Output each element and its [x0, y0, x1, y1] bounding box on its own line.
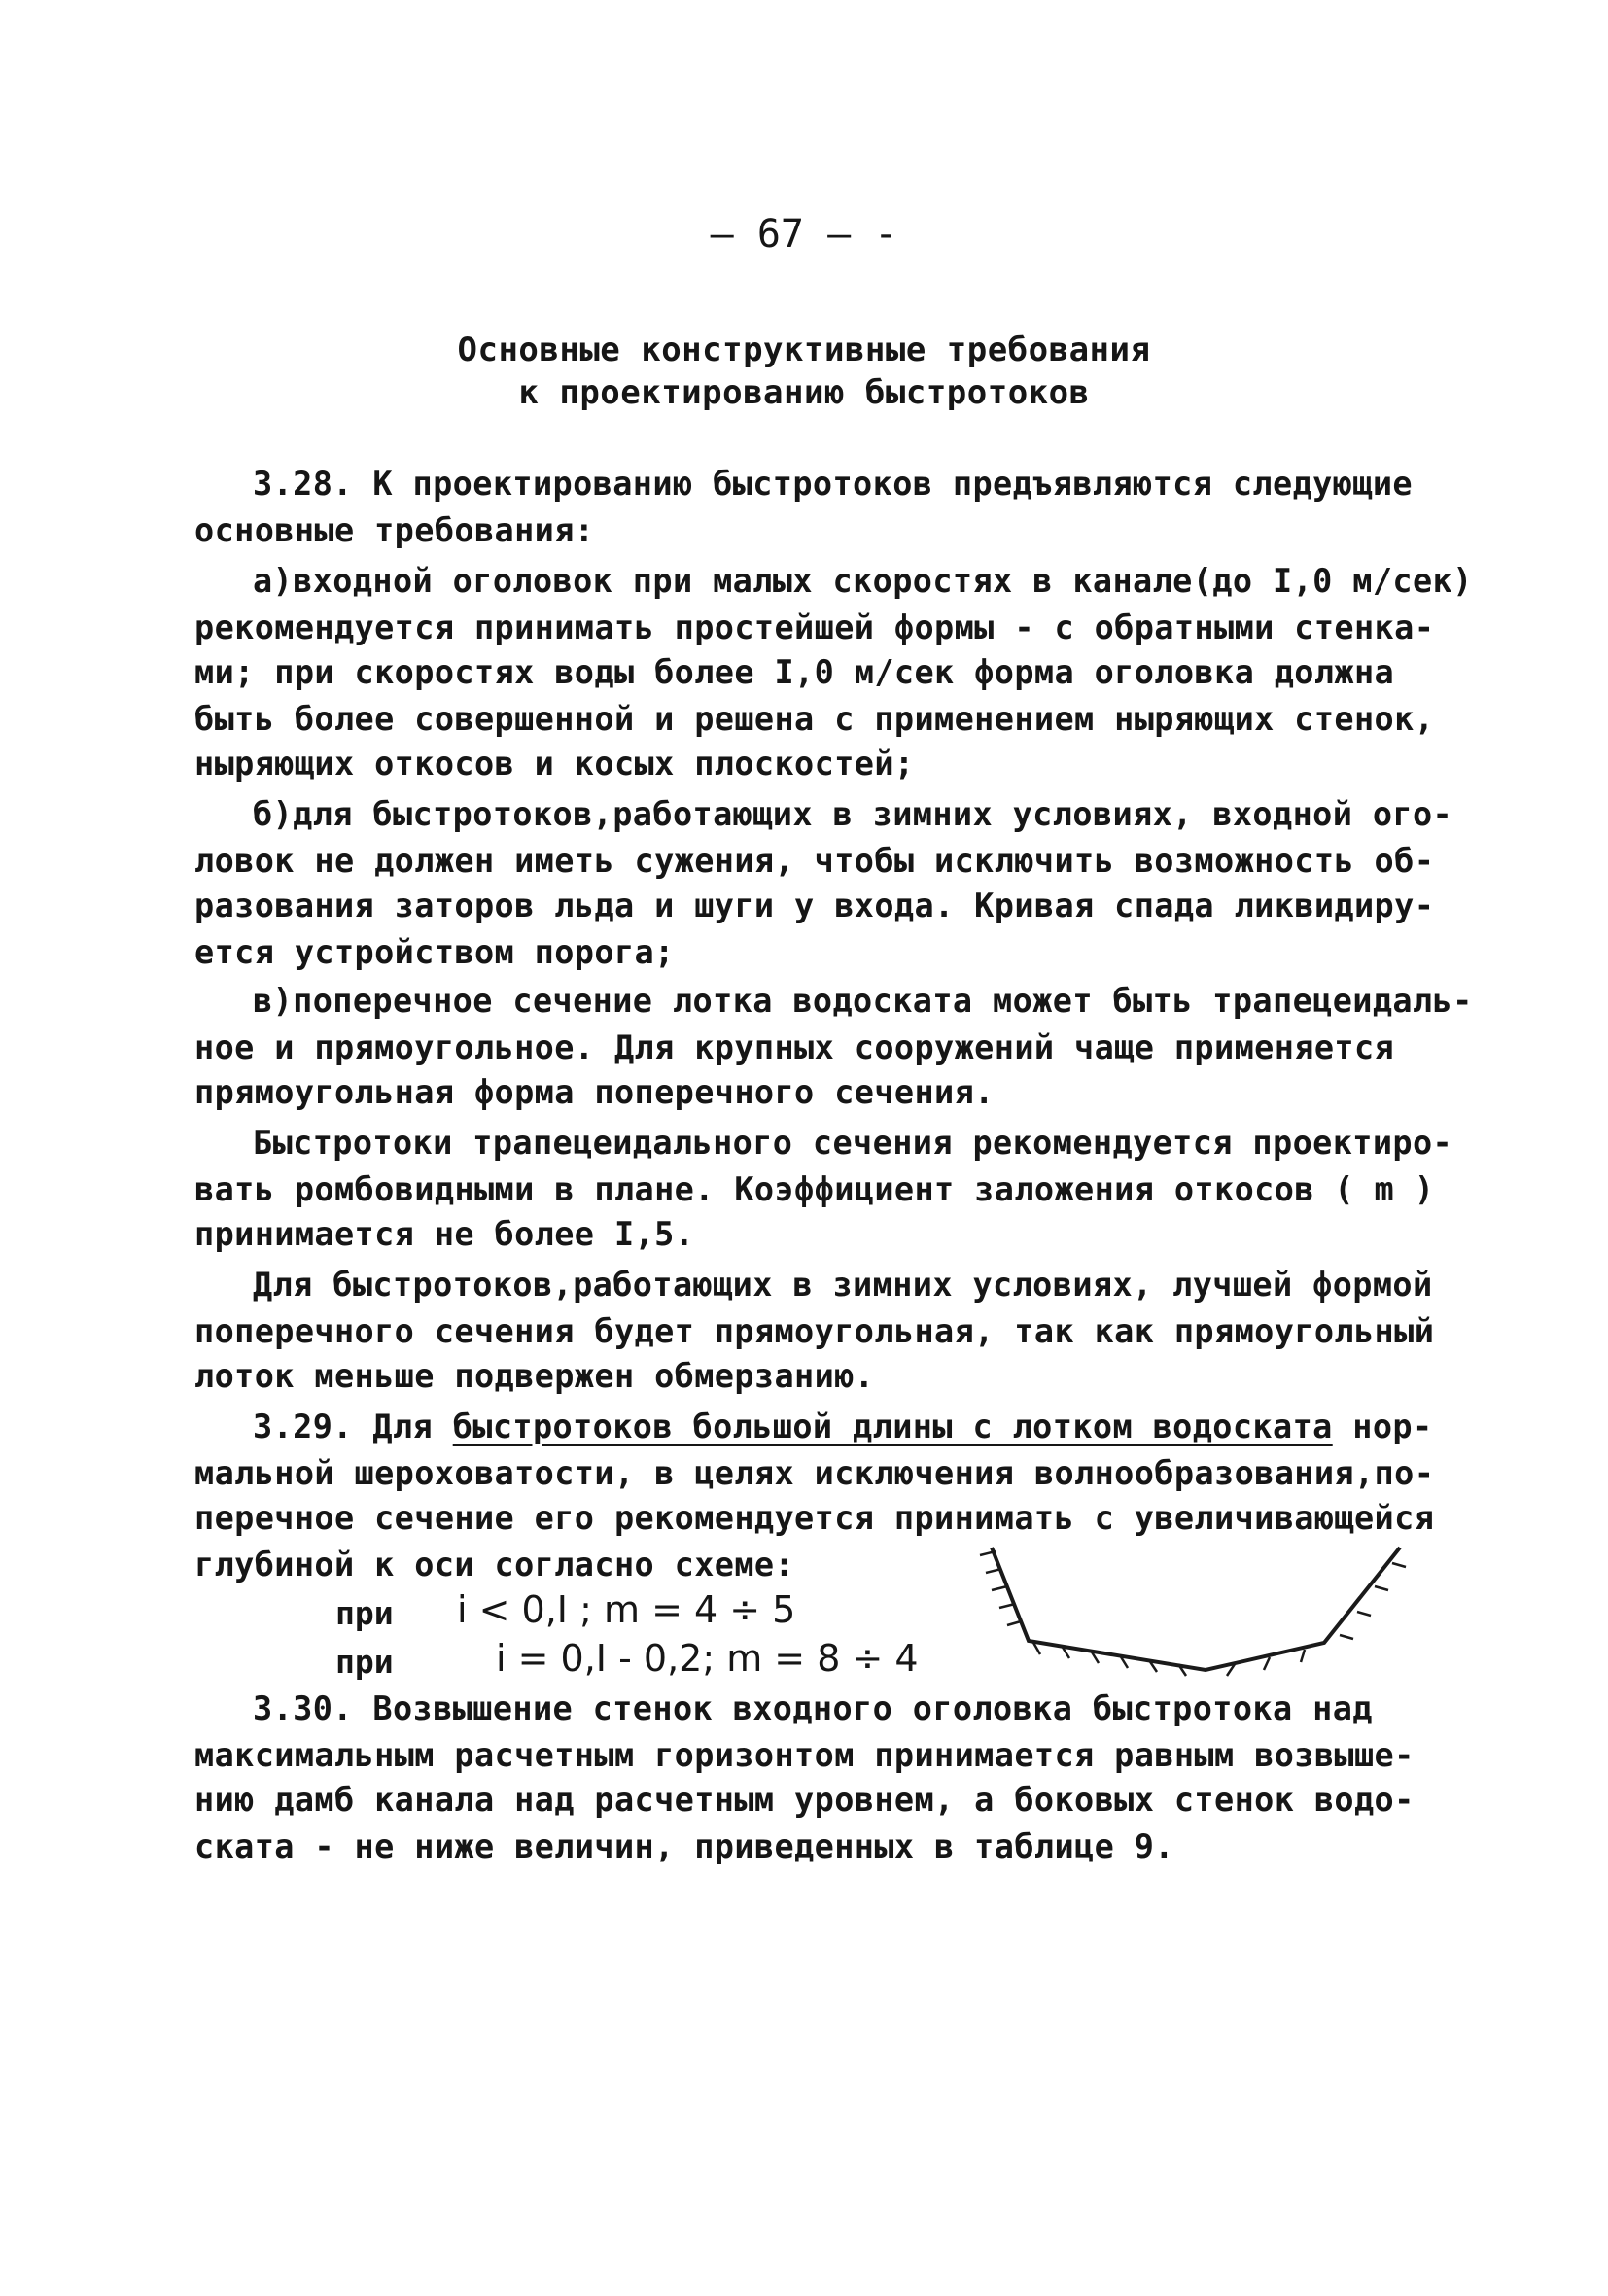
underlined-text: быстротоков большой длины с лотком водоската	[452, 1408, 1333, 1445]
formula-expression: i < 0,I ; m = 4 ÷ 5	[457, 1588, 796, 1631]
text-line: б)для быстротоков,работающих в зимних условиях, входной ого-	[253, 795, 1453, 833]
section-title-line-2: к проектированию быстротоков	[518, 373, 1090, 412]
text-line: в)поперечное сечение лотка водоската может быть трапецеидаль-	[253, 982, 1473, 1020]
hatching	[980, 1551, 1406, 1676]
text-line: а)входной оголовок при малых скоростях в канале(до I,0 м/сек)	[253, 562, 1473, 600]
text-line: ми; при скоростях воды более I,0 м/сек форма оголовка должна	[194, 653, 1395, 691]
text-line: ската - не ниже величин, приведенных в таблице 9.	[194, 1827, 1174, 1865]
formula-row	[335, 1637, 919, 1682]
text-line: поперечного сечения будет прямоугольная, так как прямоугольный	[194, 1312, 1435, 1350]
text-line: 3.28. К проектированию быстротоков предъявляются следующие	[253, 465, 1413, 503]
page-number: — 67 — -	[710, 212, 898, 257]
formula-label: при	[335, 1594, 394, 1632]
text-line: Быстротоки трапецеидального сечения рекомендуется проектиро-	[253, 1124, 1453, 1162]
text-line: Для быстротоков,работающих в зимних условиях, лучшей формой	[253, 1266, 1433, 1304]
formula-label: при	[335, 1643, 394, 1681]
text-line: ное и прямоугольное. Для крупных сооружений чаще применяется	[194, 1028, 1395, 1066]
text-fragment: 3.29. Для	[253, 1408, 453, 1445]
cross-section-outline	[992, 1548, 1400, 1670]
text-line: разования заторов льда и шуги у входа. Кривая спада ликвидиру-	[194, 887, 1435, 924]
formula-row	[335, 1588, 796, 1633]
text-line: лоток меньше подвержен обмерзанию.	[194, 1357, 875, 1395]
text-line: вать ромбовидными в плане. Коэффициент заложения откосов ( m )	[194, 1170, 1435, 1208]
text-line: основные требования:	[194, 511, 595, 549]
section-title-line-1: Основные конструктивные требования	[457, 330, 1151, 369]
text-line: ется устройством порога;	[194, 933, 675, 971]
section-title	[0, 329, 1608, 414]
text-line: ныряющих откосов и косых плоскостей;	[194, 745, 915, 783]
cross-section-diagram	[972, 1526, 1429, 1682]
text-line: ловок не должен иметь сужения, чтобы исключить возможность об-	[194, 842, 1435, 880]
formula-expression: i = 0,I - 0,2; m = 8 ÷ 4	[496, 1637, 919, 1680]
text-line: быть более совершенной и решена с применением ныряющих стенок,	[194, 700, 1435, 738]
text-line: мальной шероховатости, в целях исключения волнообразования,по-	[194, 1454, 1435, 1492]
text-line: 3.30. Возвышение стенок входного оголовка быстротока над	[253, 1689, 1373, 1727]
text-line: глубиной к оси согласно схеме:	[194, 1546, 795, 1583]
text-line: нию дамб канала над расчетным уровнем, а боковых стенок водо-	[194, 1781, 1415, 1819]
text-line: перечное сечение его рекомендуется принимать с увеличивающейся	[194, 1499, 1435, 1537]
text-line: принимается не более I,5.	[194, 1215, 695, 1253]
text-fragment: нор-	[1332, 1408, 1433, 1445]
text-line: прямоугольная форма поперечного сечения.	[194, 1073, 995, 1111]
text-line: рекомендуется принимать простейшей формы - с обратными стенка-	[194, 609, 1435, 646]
text-line: максимальным расчетным горизонтом принимается равным возвыше-	[194, 1736, 1415, 1774]
text-line	[253, 1408, 1433, 1445]
